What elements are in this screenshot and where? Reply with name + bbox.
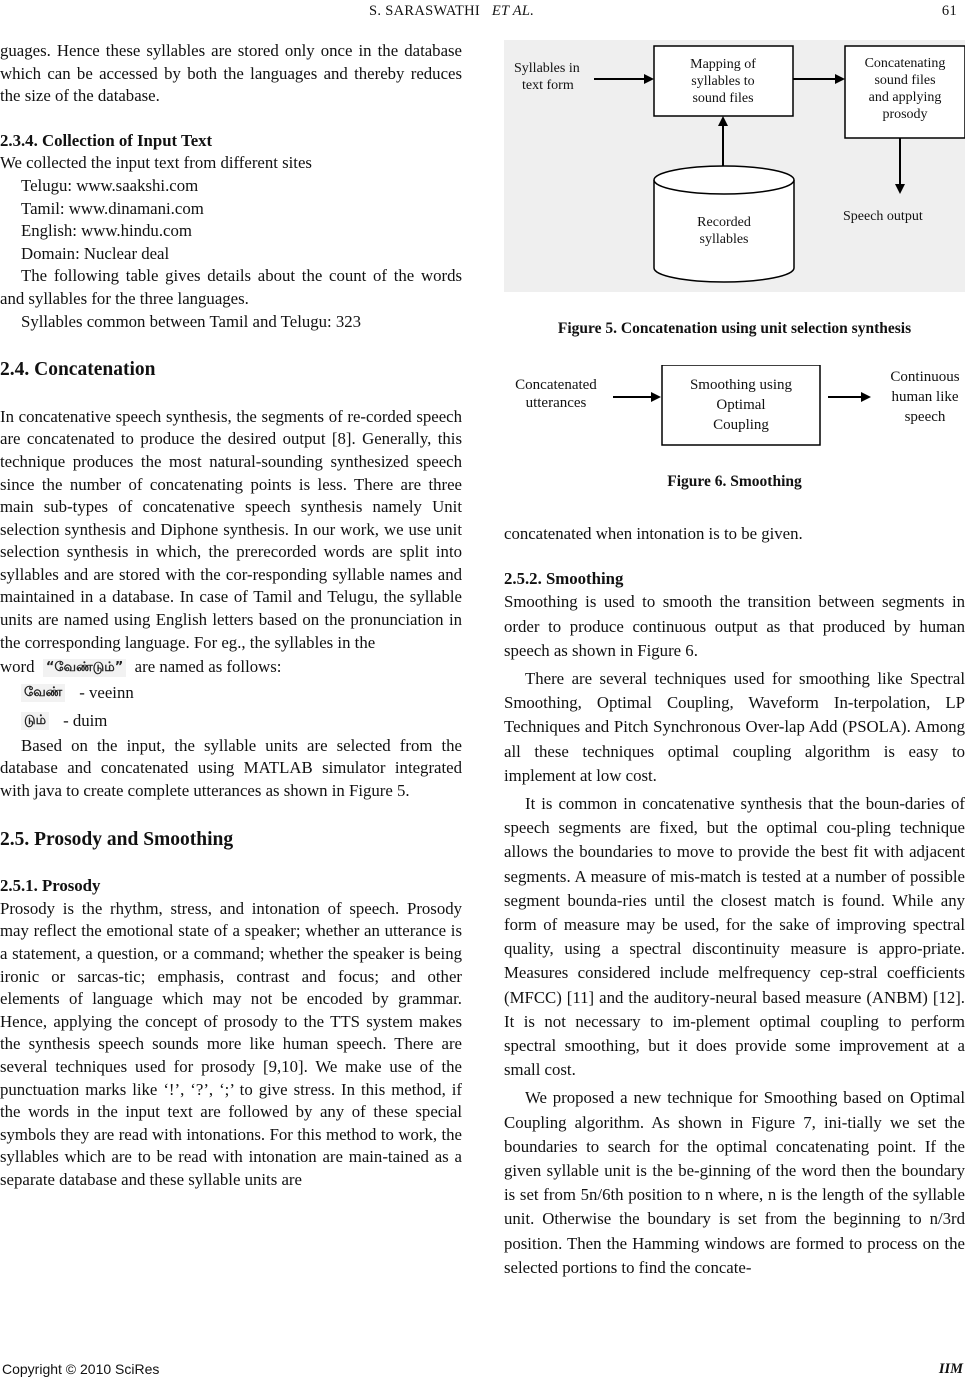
site-item: Domain: Nuclear deal [21, 243, 170, 263]
right-column [504, 40, 965, 1280]
site-list [0, 175, 462, 265]
header-etal: ET AL. [491, 3, 535, 19]
syllable-name: - duim [63, 710, 108, 730]
paragraph-prosody: Prosody is the rhythm, stress, and intonation of speech. Prosody may reflect the emotional state of a speaker; whether an utterance is a statement, a question, or a command; whether the speaker is being ironic or sarcas-tic; emphasis, contrast and focus; and other elements of language which may not be encoded by grammar. Hence, applying the concept of prosody to the TTS system makes the synthesis speech sounds more like human speech. There are several techniques used for prosody [9,10]. We make use of the punctuation marks like ‘!’, ‘?’, ‘;’ to give stress. In this method, if the words in the input text are followed by any of these special symbols they are read with intonations. For this method to work, the syllables which are to be read with intonation are main-tained as a separate database and these syllable units are [0, 898, 462, 1189]
word-label: word [0, 657, 35, 677]
page-footer [0, 1357, 973, 1387]
tamil-syllable-image: வேண் [21, 684, 65, 702]
tamil-word-image: “வேண்டும்” [43, 659, 126, 677]
paragraph-smoothing-4: We proposed a new technique for Smoothing based on Optimal Coupling algorithm. As shown in Figure 7, ini-tially we set the boundaries to search for the optimal concatenating point. If the given syllable unit is the be-ginning of the word then the boundary is set from 5n/6th position to n where, n is the length of the syllable unit. Otherwise the boundary is set from the beginning to n/3rd position. Then the Hamming windows are formed to process on the selected portions to find the concate- [504, 1088, 965, 1277]
paragraph-common-syllables: Syllables common between Tamil and Telugu: 323 [21, 311, 362, 331]
fig6-output-label: Continuous human like speech [890, 368, 960, 425]
paragraph-database: guages. Hence these syllables are stored only once in the database which can be accessed by both the languages and thereby reduces the size of the database. [0, 41, 462, 106]
fig6-smoothing-label: Smoothing using Optimal Coupling [689, 376, 793, 433]
paragraph-collected: We collected the input text from different sites [0, 153, 312, 173]
journal-abbreviation: IIM [938, 1361, 963, 1377]
section-heading-2-5-2: 2.5.2. Smoothing [504, 568, 624, 588]
figure-6-diagram [504, 365, 965, 457]
named-as-text: are named as follows: [134, 657, 282, 677]
figure-5 [504, 40, 965, 300]
syllable-row [0, 679, 462, 707]
fig5-output-label: Speech output [843, 209, 923, 224]
copyright-notice: Copyright © 2010 SciRes [2, 1361, 160, 1377]
arrow-head [861, 392, 871, 402]
figure-5-caption: Figure 5. Concatenation using unit selection synthesis [557, 320, 912, 337]
fig5-cylinder-top [654, 166, 794, 194]
section-heading-2-3-4: 2.3.4. Collection of Input Text [0, 130, 213, 150]
fig5-mapping-label: Mapping of syllables to sound files [690, 57, 756, 106]
section-heading-2-5-1: 2.5.1. Prosody [0, 876, 101, 896]
section-heading-2-5: 2.5. Prosody and Smoothing [0, 828, 234, 850]
fig6-input-label: Concatenated utterances [515, 376, 597, 411]
figure-6 [504, 365, 965, 457]
fig5-database-cylinder [654, 180, 794, 282]
fig5-recorded-label: Recorded syllables [697, 215, 751, 247]
paragraph-smoothing-1: Smoothing is used to smooth the transition between segments in order to produce continuous output as that produced by human speech as shown in Figure 6. [504, 592, 965, 660]
arrow-head [651, 392, 661, 402]
section-heading-2-4: 2.4. Concatenation [0, 359, 156, 381]
syllable-name: - veeinn [79, 682, 134, 702]
paragraph-concatenation: In concatenative speech synthesis, the segments of re-corded speech are concatenated to produce the desired output [8]. Generally, this technique produces the most natural-sounding synthesized speech since the number of concatenating points is less. There are three main sub-types of concatenative speech synthesis namely Unit selection synthesis and Diphone synthesis. In our work, we use unit selection synthesis in which, the prerecorded words are split into syllables and are stored with the cor-responding syllable names and maintained in a database. In case of Tamil and Telugu, the syllable units are named using English letters based on the pronunciation in the corresponding language. For eg., the syllables in the word “வேண்டும்” are named as follows: [0, 406, 462, 677]
fig5-input-label: Syllables in text form [514, 61, 580, 93]
paragraph-smoothing-3: It is common in concatenative synthesis that the boun-daries of speech segments are fixed, but the optimal cou-pling technique allows the boundaries to move to provide the best fit with adjacent segments. A measure of mis-match is tested at a number of possible segment bounda-ries until the closest match is found. While any form of measure may be used, for the sake of improving spectral quality, using a spectral discontinuity measure is appro-priate. Measures considered include melfrequency cep-stral coefficients (MFCC) [11] and the auditory-neural based measure (ANBM) [12]. It is not necessary to im-plement optimal coupling to perform spectral smoothing, but it does provide some improvement at a small cost. [504, 794, 965, 1080]
header-authors: S. SARASWATHI ET AL. [369, 3, 535, 19]
running-header [0, 0, 973, 26]
paragraph-table: The following table gives details about the count of the words and syllables for the three languages. [0, 266, 462, 308]
paragraph-concatenated-intonation: concatenated when intonation is to be given. [504, 524, 803, 544]
site-item: Telugu: www.saakshi.com [21, 175, 199, 195]
paragraph-smoothing-2: There are several techniques used for smoothing like Spectral Smoothing, Optimal Coupling, Waveform In-terpolation, LP Techniques and Pitch Synchronous Over-lap Add (PSOLA). Among all these techniques optimal coupling algorithm is easy to implement at low cost. [504, 668, 965, 785]
fig5-concatenating-label: Concatenating sound files and applying prosody [864, 56, 946, 122]
site-item: English: www.hindu.com [21, 221, 192, 241]
tamil-syllable-image: டும் [21, 712, 49, 730]
left-column [0, 40, 462, 1192]
figure-5-diagram [504, 40, 965, 300]
page-number: 61 [941, 3, 957, 19]
paragraph-based-on-input: Based on the input, the syllable units are selected from the database and concatenated using MATLAB simulator integrated with java to create complete utterances as shown in Figure 5. [0, 735, 462, 801]
site-item: Tamil: www.dinamani.com [21, 198, 204, 218]
syllable-row [0, 707, 462, 735]
figure-6-caption: Figure 6. Smoothing [667, 472, 802, 490]
